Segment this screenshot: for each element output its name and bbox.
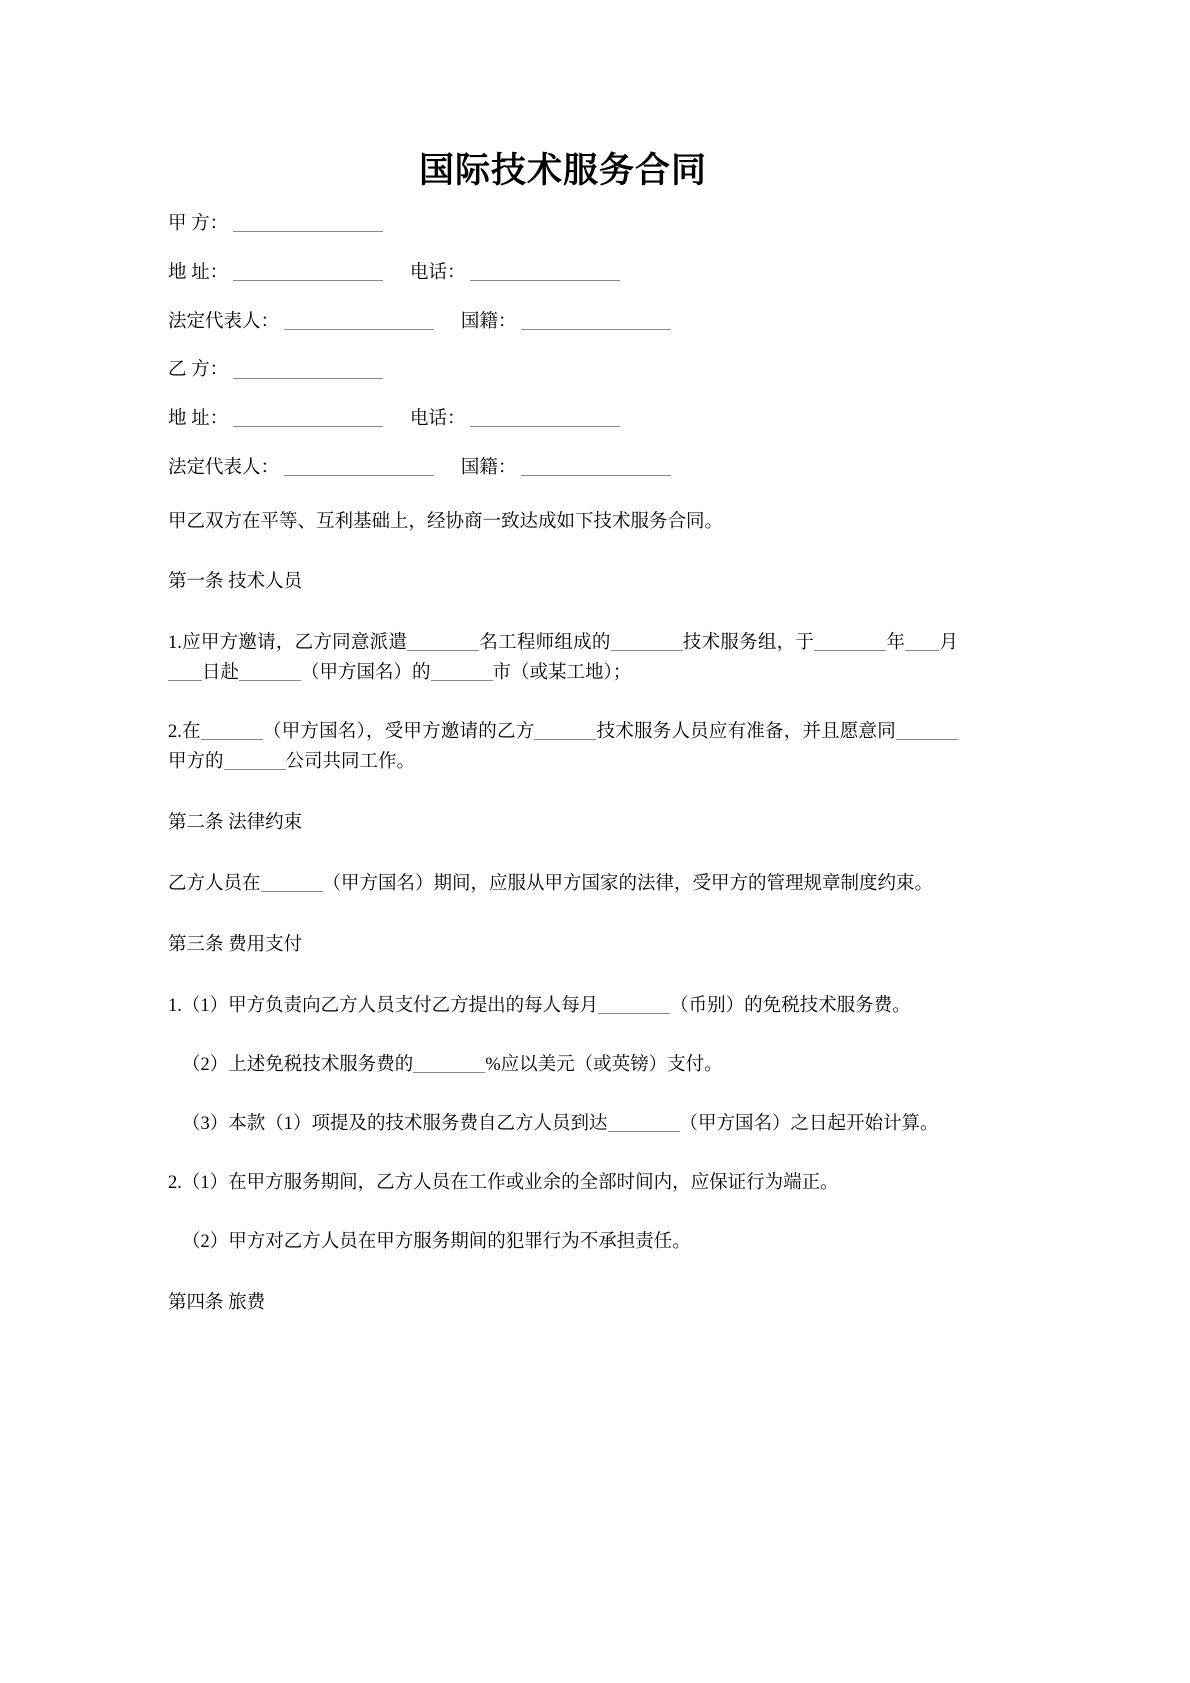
party-a-name-label: 甲 方： xyxy=(168,214,229,234)
day-input[interactable] xyxy=(168,662,202,682)
company-input[interactable] xyxy=(224,750,286,770)
text-segment: 甲方的 xyxy=(168,752,224,773)
country-input[interactable] xyxy=(239,662,301,682)
article-3-item-3 xyxy=(168,1095,958,1154)
article-1-item-2 xyxy=(168,703,958,792)
percentage-input[interactable] xyxy=(413,1053,485,1073)
party-b-legal-rep-label: 法定代表人： xyxy=(168,457,280,478)
party-a-address-row xyxy=(168,249,958,298)
party-a-address-input[interactable] xyxy=(233,261,383,281)
personnel-count-input[interactable] xyxy=(534,720,596,740)
text-segment: （甲方国名）期间，应服从甲方国家的法律，受甲方的管理规章制度约束。 xyxy=(322,874,934,895)
country-name-input[interactable] xyxy=(201,720,263,740)
year-input[interactable] xyxy=(814,632,886,652)
text-segment: 年 xyxy=(886,633,906,654)
party-a-name-row xyxy=(168,200,958,249)
article-3-heading: 第三条 费用支付 xyxy=(168,935,303,956)
text-segment: （2）上述免税技术服务费的 xyxy=(182,1055,414,1076)
document-content xyxy=(168,0,958,1335)
text-segment: 名工程师组成的 xyxy=(479,633,611,654)
party-b-name-row xyxy=(168,346,958,395)
party-b-legal-rep-row xyxy=(168,444,958,493)
text-segment: 技术服务人员应有准备，并且愿意同 xyxy=(596,722,896,743)
party-a-phone-label: 电话： xyxy=(410,262,466,283)
party-a-address-label: 地 址： xyxy=(168,262,229,283)
text-segment: （甲方国名），受甲方邀请的乙方 xyxy=(262,722,535,743)
country-name-input[interactable] xyxy=(261,872,323,892)
text-segment: （币别）的免税技术服务费。 xyxy=(670,996,911,1017)
service-team-input[interactable] xyxy=(611,632,683,652)
text-segment: %应以美元（或英镑）支付。 xyxy=(485,1055,723,1076)
currency-amount-input[interactable] xyxy=(598,994,670,1014)
article-1-heading: 第一条 技术人员 xyxy=(168,572,303,593)
article-1-item-1 xyxy=(168,614,958,703)
article-2-item-1 xyxy=(168,855,958,914)
party-a-legal-rep-row xyxy=(168,298,958,347)
text-segment: 月 xyxy=(939,633,958,654)
article-3-item-4: 2.（1）在甲方服务期间，乙方人员在工作或业余的全部时间内，应保证行为端正。 xyxy=(168,1173,839,1194)
party-a-phone-input[interactable] xyxy=(470,261,620,281)
party-b-legal-rep-input[interactable] xyxy=(284,456,434,476)
party-b-phone-label: 电话： xyxy=(410,409,466,429)
preamble-paragraph: 甲乙双方在平等、互利基础上，经协商一致达成如下技术服务合同。 xyxy=(168,511,724,532)
text-segment: （甲方国名）之日起开始计算。 xyxy=(679,1114,939,1135)
party-a-legal-rep-label: 法定代表人： xyxy=(168,311,280,332)
arrival-country-input[interactable] xyxy=(608,1112,680,1132)
party-b-address-row xyxy=(168,395,958,444)
party-b-phone-input[interactable] xyxy=(470,407,620,427)
month-input[interactable] xyxy=(905,632,939,652)
party-a-ref-input[interactable] xyxy=(896,720,958,740)
text-segment: 技术服务组，于 xyxy=(682,633,815,654)
article-3-item-1 xyxy=(168,977,958,1036)
city-input[interactable] xyxy=(431,662,493,682)
text-segment: 公司共同工作。 xyxy=(285,752,416,773)
party-a-nationality-input[interactable] xyxy=(521,309,671,329)
engineer-count-input[interactable] xyxy=(407,632,479,652)
article-3-item-5: （2）甲方对乙方人员在甲方服务期间的犯罪行为不承担责任。 xyxy=(182,1232,691,1253)
party-a-name-input[interactable] xyxy=(233,212,383,232)
party-b-address-input[interactable] xyxy=(233,407,383,427)
text-segment: 1.应甲方邀请，乙方同意派遣 xyxy=(168,633,408,654)
text-segment: （甲方国名）的 xyxy=(301,663,431,684)
party-b-name-label: 乙 方： xyxy=(168,360,229,381)
article-3-item-2 xyxy=(168,1036,958,1095)
text-segment: （3）本款（1）项提及的技术服务费自乙方人员到达 xyxy=(182,1114,608,1135)
party-a-legal-rep-input[interactable] xyxy=(284,309,434,329)
text-segment: 市（或某工地）； xyxy=(492,663,632,684)
party-a-nationality-label: 国籍： xyxy=(460,311,517,332)
article-4-heading: 第四条 旅费 xyxy=(168,1293,266,1314)
text-segment: 乙方人员在 xyxy=(168,874,261,895)
page-title: 国际技术服务合同 xyxy=(418,151,707,190)
text-segment: 日赴 xyxy=(202,663,240,684)
party-b-nationality-label: 国籍： xyxy=(460,457,517,478)
party-b-nationality-input[interactable] xyxy=(521,456,671,476)
party-b-name-input[interactable] xyxy=(233,358,383,378)
party-b-address-label: 地 址： xyxy=(168,409,229,429)
text-segment: 1.（1）甲方负责向乙方人员支付乙方提出的每人每月 xyxy=(168,996,599,1017)
article-2-heading: 第二条 法律约束 xyxy=(168,813,303,834)
text-segment: 2.在 xyxy=(168,722,201,743)
